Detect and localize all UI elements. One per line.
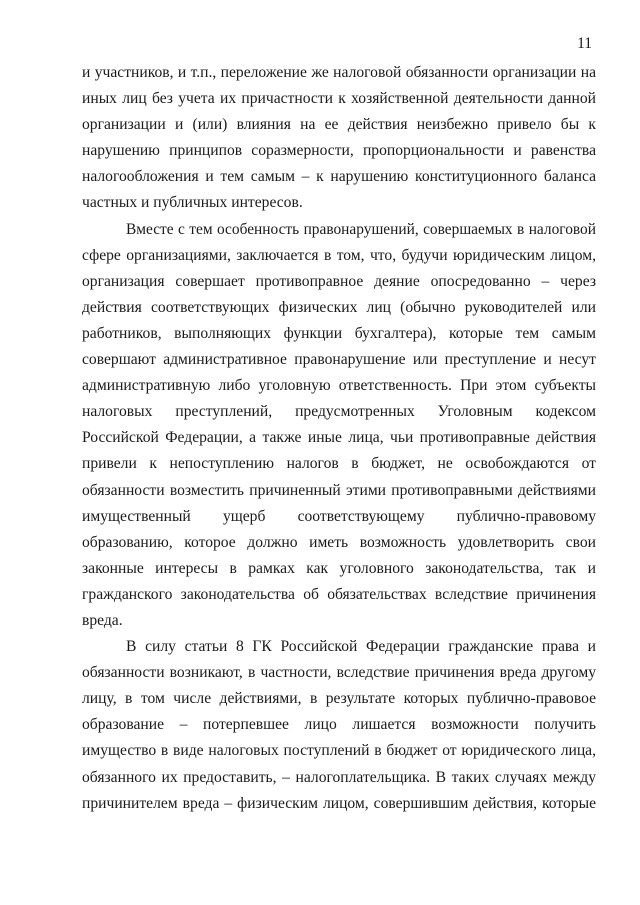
text-line: имущество в виде налоговых поступлений в бюджет от юридического лица, bbox=[82, 742, 596, 760]
text-line: обязанности возместить причиненный этими противоправными действиями bbox=[82, 481, 596, 499]
body-text bbox=[82, 60, 596, 817]
text-line: совершают административное правонарушение или преступление и несут bbox=[82, 351, 596, 369]
text-line: Вместе с тем особенность правонарушений, совершаемых в налоговой bbox=[126, 220, 596, 238]
text-line: причинителем вреда – физическим лицом, совершившим действия, которые bbox=[82, 794, 596, 812]
text-line: Российской Федерации, а также иные лица, чьи противоправные действия bbox=[82, 429, 596, 447]
text-line: и участников, и т.п., переложение же налоговой обязанности организации на bbox=[82, 64, 596, 81]
text-line: организации и (или) влияния на ее действия неизбежно привело бы к bbox=[82, 116, 596, 134]
text-line: налоговых преступлений, предусмотренных Уголовным кодексом bbox=[82, 403, 596, 421]
text-line: лицу, в том числе действиями, в результате которых публично-правовое bbox=[82, 690, 596, 708]
text-line: привели к непоступлению налогов в бюджет, не освобождаются от bbox=[82, 455, 596, 473]
text-line: имущественный ущерб соответствующему публично-правовому bbox=[82, 507, 596, 525]
text-line: образование – потерпевшее лицо лишается возможности получить bbox=[82, 716, 596, 734]
page-number: 11 bbox=[577, 35, 592, 52]
paragraph-1 bbox=[82, 60, 596, 217]
text-line: В силу статьи 8 ГК Российской Федерации гражданские права и bbox=[126, 638, 596, 656]
text-line: действия соответствующих физических лиц (обычно руководителей или bbox=[82, 298, 596, 316]
text-line: гражданского законодательства об обязательствах вследствие причинения bbox=[82, 585, 596, 603]
text-line: налогообложения и тем самым – к нарушению конституционного баланса bbox=[82, 168, 596, 186]
text-line: частных и публичных интересов. bbox=[82, 194, 303, 212]
text-line: образованию, которое должно иметь возможность удовлетворить свои bbox=[82, 533, 596, 551]
text-line: обязанного их предоставить, – налогоплательщика. В таких случаях между bbox=[82, 768, 596, 786]
text-line: законные интересы в рамках как уголовного законодательства, так и bbox=[82, 559, 596, 577]
paragraph-3 bbox=[82, 634, 596, 817]
text-line: вреда. bbox=[82, 611, 123, 629]
text-line: иных лиц без учета их причастности к хозяйственной деятельности данной bbox=[82, 90, 596, 108]
text-line: административную либо уголовную ответственность. При этом субъекты bbox=[82, 377, 596, 395]
text-line: организация совершает противоправное деяние опосредованно – через bbox=[82, 272, 596, 290]
text-line: работников, выполняющих функции бухгалтера), которые тем самым bbox=[82, 324, 596, 342]
paragraph-2 bbox=[82, 217, 596, 635]
text-line: обязанности возникают, в частности, вследствие причинения вреда другому bbox=[82, 664, 596, 682]
text-line: нарушению принципов соразмерности, пропорциональности и равенства bbox=[82, 142, 596, 160]
text-line: сфере организациями, заключается в том, что, будучи юридическим лицом, bbox=[82, 246, 596, 264]
